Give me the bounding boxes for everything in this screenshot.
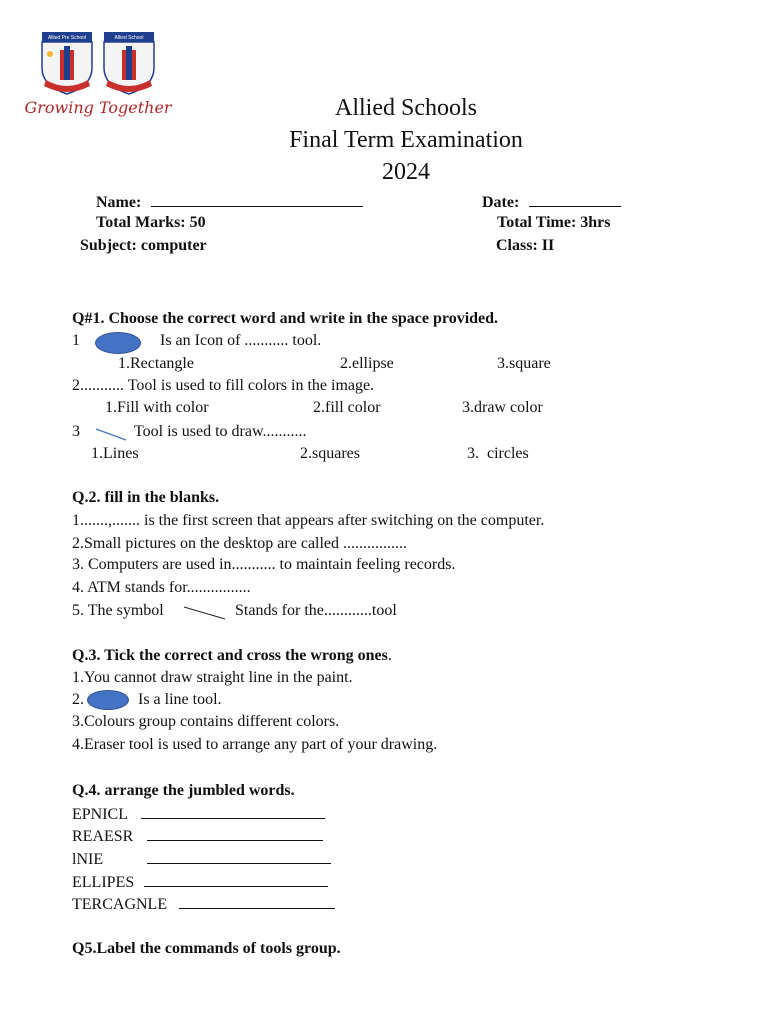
q3-item-1: 1.You cannot draw straight line in the paint. [72,669,353,686]
q4-word-3: lNIE [72,851,104,868]
q2-item-5-suffix: Stands for the............tool [235,602,397,619]
q4-answer-3-blank[interactable] [147,849,331,864]
ellipse-tool-icon [95,332,141,354]
school-logo [24,30,172,125]
class: Class: II [496,237,555,254]
q1-item-3-option-3: 3. circles [467,445,529,462]
q1-item-2-option-1: 1.Fill with color [105,399,209,416]
q1-item-1-option-3: 3.square [497,355,551,372]
q5-heading: Q5.Label the commands of tools group. [72,940,341,957]
q2-item-1: 1.......,....... is the first screen that appears after switching on the computer. [72,512,545,529]
q2-heading: Q.2. fill in the blanks. [72,489,220,506]
total-marks: Total Marks: 50 [96,214,206,231]
q1-item-3-option-2: 2.squares [300,445,360,462]
q4-word-3-row [72,849,331,869]
q4-answer-2-blank[interactable] [147,826,323,841]
logo-slogan: Growing Together [24,98,172,117]
q3-item-2-suffix: Is a line tool. [138,691,222,708]
q1-item-1-number: 1 [72,332,80,349]
q1-item-3-number: 3 [72,423,80,440]
q1-item-1-option-2: 2.ellipse [340,355,394,372]
date-field [482,192,621,212]
date-label: Date: [482,194,520,211]
name-field [96,192,363,212]
badge1-label: Allied Pre School [47,35,87,41]
q2-item-3: 3. Computers are used in........... to maintain feeling records. [72,556,456,573]
name-blank[interactable] [151,192,363,207]
q4-answer-5-blank[interactable] [179,894,335,909]
q2-item-5-prefix: 5. The symbol [72,602,164,619]
ellipse-icon [87,690,129,710]
q3-heading-dot: . [387,647,392,664]
q1-heading: Q#1. Choose the correct word and write in the space provided. [72,310,499,327]
logo-badges-icon [24,30,172,125]
q3-heading: Q.3. Tick the correct and cross the wrong ones [72,647,388,664]
q4-word-1-row [72,804,325,824]
q4-word-5-row [72,894,335,914]
q1-item-2-option-2: 2.fill color [313,399,381,416]
q4-word-2: REAESR [72,828,134,845]
q4-word-4-row [72,872,328,892]
q1-item-1-text: Is an Icon of ........... tool. [160,332,322,349]
q1-item-1-option-1: 1.Rectangle [118,355,194,372]
q4-word-1: EPNICL [72,806,128,823]
line-symbol-icon [182,604,228,622]
total-time: Total Time: 3hrs [497,214,611,231]
subject: Subject: computer [80,237,207,254]
q1-item-3-option-1: 1.Lines [91,445,139,462]
q2-item-4: 4. ATM stands for................ [72,579,251,596]
q4-heading: Q.4. arrange the jumbled words. [72,782,295,799]
q3-heading-row [72,647,392,665]
q4-word-4: ELLIPES [72,874,135,891]
q4-word-5: TERCAGNLE [72,896,168,913]
q1-item-2-text: 2........... Tool is used to fill colors in the image. [72,377,375,394]
q1-item-3-text: Tool is used to draw........... [134,423,307,440]
name-label: Name: [96,194,142,211]
q3-item-4: 4.Eraser tool is used to arrange any part of your drawing. [72,736,438,753]
badge2-label: Allied School [114,35,144,41]
q4-answer-4-blank[interactable] [144,872,328,887]
q4-answer-1-blank[interactable] [141,804,325,819]
school-title: Allied Schools [335,95,477,121]
q2-item-2: 2.Small pictures on the desktop are called ................ [72,535,408,552]
q1-item-2-option-3: 3.draw color [462,399,543,416]
q4-word-2-row [72,826,323,846]
q3-item-2-prefix: 2. [72,691,84,708]
exam-title: Final Term Examination [289,127,523,153]
date-blank[interactable] [529,192,621,207]
line-tool-icon [94,426,128,442]
q3-item-3: 3.Colours group contains different colors. [72,713,340,730]
exam-year: 2024 [382,159,430,185]
